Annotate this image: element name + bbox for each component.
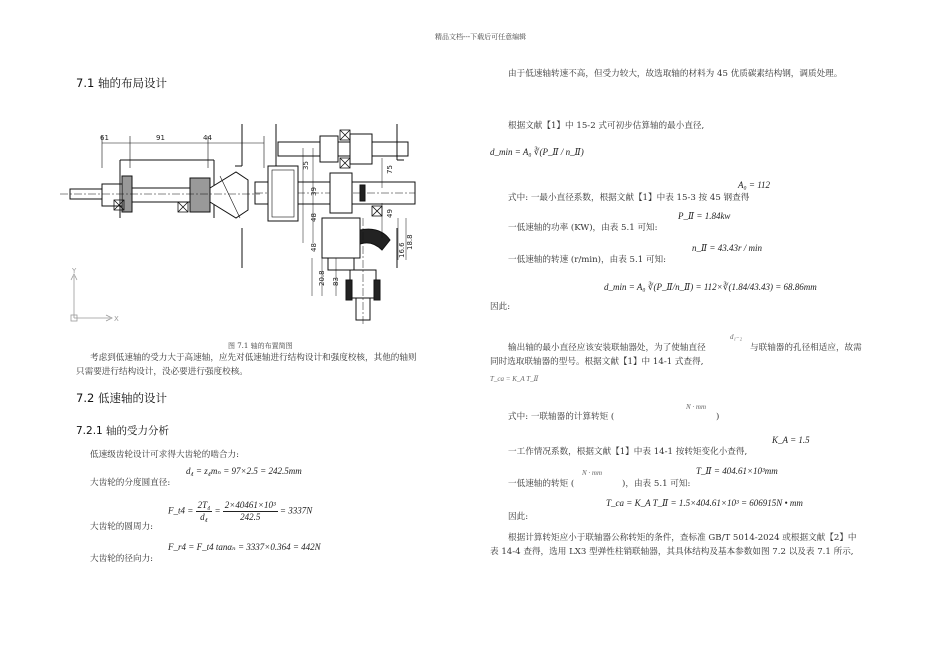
equation-unit-2: N · mm — [582, 469, 603, 477]
equation-d4: d₄ = z₄mₙ = 97×2.5 = 242.5mm — [186, 466, 302, 476]
dim-39: 39 — [310, 187, 318, 196]
dim-44: 44 — [203, 134, 212, 142]
paragraph-material: 由于低速轴转速不高，但受力较大，故选取轴的材料为 45 优质碳素结构钢，调质处理。 — [508, 69, 843, 79]
label-therefore-2: 因此: — [508, 512, 529, 522]
page-header: 精品文档---下载后可任意编辑 — [435, 33, 527, 41]
section-7-2-title: 7.2 低速轴的设计 — [76, 391, 167, 405]
ucs-axis-icon — [71, 274, 112, 321]
equation-ft4-result: = 3337N — [279, 505, 313, 516]
axis-x-label: X — [114, 315, 119, 323]
equation-ka: K_A = 1.5 — [772, 435, 810, 445]
paragraph-last-line-1: 根据计算转矩应小于联轴器公称转矩的条件，查标准 GB/T 5014-2024 或根据文献【2】中 — [508, 533, 857, 543]
equation-speed: n_Ⅱ = 43.43r / min — [692, 243, 762, 253]
equation-dmin-result: d_min = A₀ ∛(P_Ⅱ/n_Ⅱ) = 112×∛(1.84/43.43) = 68.86mm — [604, 282, 817, 292]
equation-power: P_Ⅱ = 1.84kw — [678, 211, 731, 221]
paragraph-speed: 一低速轴的转速 (r/min)，由表 5.1 可知: — [508, 255, 667, 265]
equation-dmin: d_min = A₀ ∛(P_Ⅱ / n_Ⅱ) — [490, 147, 584, 157]
paragraph-a0: 式中: 一最小直径系数，根据文献【1】中表 15-3 按 45 钢查得 — [508, 193, 750, 203]
equation-a0: A₀ = 112 — [738, 180, 771, 190]
equation-ft4-den2: 242.5 — [240, 512, 261, 522]
paragraph-min-diameter-c: 同时选取联轴器的型号。根据文献【1】中 14-1 式查得, — [490, 357, 704, 367]
equation-ft4-num2: 2×40461×10³ — [224, 500, 276, 510]
section-7-2-1-title: 7.2.1 轴的受力分析 — [76, 425, 170, 437]
paragraph-min-diameter-b: 与联轴器的孔径相适应，故需 — [750, 343, 862, 353]
dim-16-6: 16.6 — [398, 242, 406, 258]
label-ft4: 大齿轮的圆周力: — [90, 522, 154, 532]
dim-35: 35 — [302, 161, 310, 170]
dim-61: 61 — [100, 134, 109, 142]
equation-ft4-num1: 2T₄ — [197, 500, 211, 510]
equation-ft4: F_t4 = $\frac{\text{2T₄}}{\text{d₄}}$ = $\frac{\text{2×40461×10³}}{242.5}$ = 3337N — [168, 500, 313, 522]
paragraph-min-diameter-a: 输出轴的最小直径应该安装联轴器处，为了使轴直径 — [508, 343, 706, 353]
equation-t2: T_Ⅱ = 404.61×10³mm — [696, 466, 778, 476]
paragraph-tca-b: ) — [716, 412, 720, 422]
dim-91: 91 — [156, 134, 165, 142]
paragraph-t2-a: 一低速轴的转矩 ( — [508, 479, 575, 489]
dim-20-8: 20.8 — [318, 270, 326, 286]
paragraph-1-line-1: 考虑到低速轴的受力大于高速轴，应先对低速轴进行结构设计和强度校核，其他的轴则 — [90, 353, 417, 363]
equation-unit: N · mm — [686, 403, 707, 411]
equation-ft4-lhs: F_t4 = — [168, 505, 194, 516]
dim-48b: 48 — [310, 243, 318, 252]
paragraph-t2-b: )，由表 5.1 可知: — [622, 479, 691, 489]
dim-83: 83 — [332, 277, 340, 286]
paragraph-power: 一低速轴的功率 (KW)，由表 5.1 可知: — [508, 223, 658, 233]
axis-y-label: Y — [72, 267, 77, 275]
dim-18-8: 18.8 — [406, 234, 414, 250]
paragraph-tca-a: 式中: 一联轴器的计算转矩 ( — [508, 412, 615, 422]
figure-caption: 图 7.1 轴的布置简图 — [228, 342, 293, 350]
equation-tca: T_ca = K_A T_Ⅱ — [490, 375, 539, 383]
label-therefore-1: 因此: — [490, 302, 511, 312]
label-d4: 大齿轮的分度圆直径: — [90, 478, 171, 488]
paragraph-1-line-2: 只需要进行结构设计，没必要进行强度校核。 — [76, 367, 248, 377]
shaft-layout-figure — [60, 118, 420, 330]
paragraph-ka: 一工作情况系数，根据文献【1】中表 14-1 按转矩变化小查得, — [508, 447, 748, 457]
dim-49: 49 — [386, 209, 394, 218]
equation-d12: d₁₋₂ — [730, 333, 743, 341]
dim-48a: 48 — [310, 213, 318, 222]
equation-ft4-den1: d₄ — [200, 512, 208, 522]
dim-75: 75 — [386, 165, 394, 174]
section-7-1-title: 7.1 轴的布局设计 — [76, 76, 167, 90]
label-fr4: 大齿轮的径向力: — [90, 554, 154, 564]
paragraph-reference: 根据文献【1】中 15-2 式可初步估算轴的最小直径, — [508, 121, 705, 131]
equation-tca-result: T_ca = K_A T_Ⅱ = 1.5×404.61×10³ = 606915N • mm — [606, 498, 803, 508]
equation-fr4: F_r4 = F_t4 tanαₙ = 3337×0.364 = 442N — [168, 542, 321, 552]
paragraph-force: 低速级齿轮设计可求得大齿轮的啮合力: — [90, 450, 239, 460]
paragraph-last-line-2: 表 14-4 查得，选用 LX3 型弹性柱销联轴器，其具体结构及基本参数如图 7.2 以及表 7.1 所示, — [490, 547, 854, 557]
